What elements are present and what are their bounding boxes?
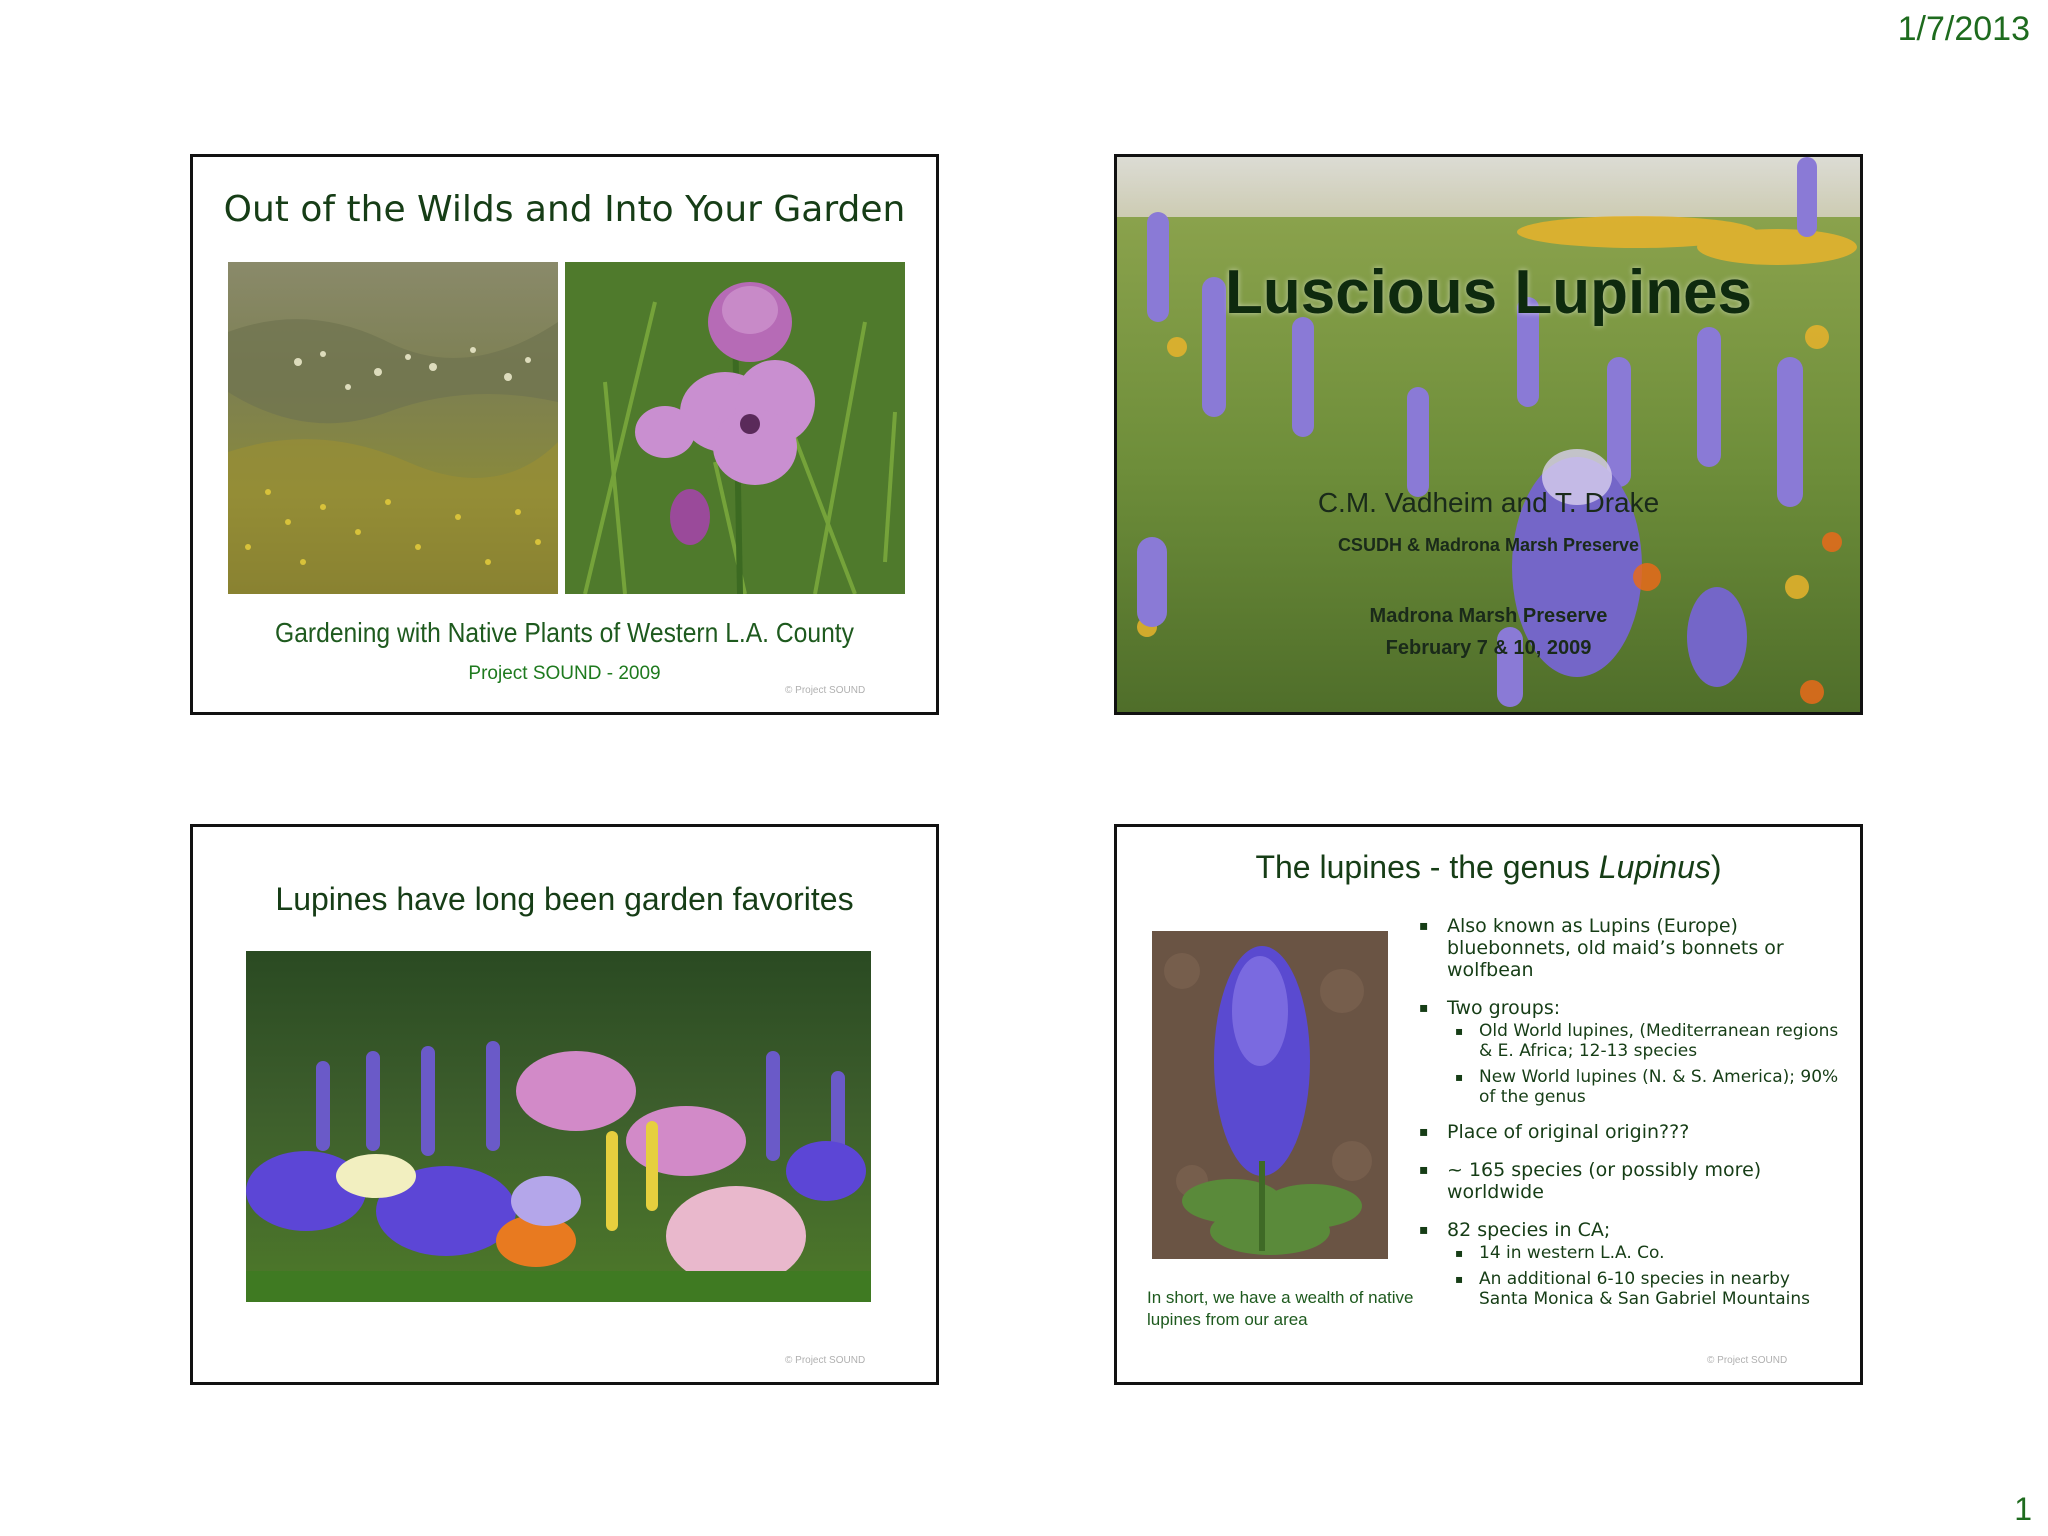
bullet-text: ▪ Two groups: (1447, 997, 1561, 1019)
bullet-item: ▪ ~ 165 species (or possibly more) worldwide (1419, 1159, 1839, 1203)
sub-bullet-item: ▪ An additional 6-10 species in nearby Santa Monica & San Gabriel Mountains (1419, 1269, 1839, 1309)
lupine-garden-photo (246, 951, 871, 1302)
sub-bullet-list (1419, 1021, 1839, 1107)
slide-4-copyright: © Project SOUND (1707, 1355, 1788, 1366)
slide-4 (1114, 824, 1863, 1385)
slide-4-bullet-list (1419, 915, 1839, 1309)
native-garden-photo (228, 262, 558, 594)
slide-1-copyright: © Project SOUND (785, 685, 866, 696)
slide-3 (190, 824, 939, 1385)
slide-2-venue-block (1117, 600, 1860, 664)
slide-2-authors: C.M. Vadheim and T. Drake (1317, 487, 1660, 518)
slide-3-title: Lupines have long been garden favorites (275, 881, 854, 917)
sub-bullet-item: ▪ 14 in western L.A. Co. (1419, 1243, 1839, 1263)
sub-bullet-list (1419, 1243, 1839, 1309)
sub-bullet-item: ▪ Old World lupines, (Mediterranean regions & E. Africa; 12-13 species (1419, 1021, 1839, 1061)
slide-2 (1114, 154, 1863, 715)
bullet-item: ▪ Place of original origin??? (1419, 1121, 1839, 1143)
slide-2-affiliation: CSUDH & Madrona Marsh Preserve (1337, 535, 1640, 555)
slide-1-subtitle: Gardening with Native Plants of Western L.A. County (275, 617, 854, 648)
slide-4-title: The lupines - the genus Lupinus) (1255, 849, 1722, 885)
lupine-plant-photo (1152, 931, 1388, 1259)
slide-1 (190, 154, 939, 715)
slide-2-dates: February 7 & 10, 2009 (1385, 637, 1592, 659)
bullet-item (1419, 997, 1839, 1019)
slide-3-copyright: © Project SOUND (785, 1355, 866, 1366)
sub-bullet-item: ▪ New World lupines (N. & S. America); 90% of the genus (1419, 1067, 1839, 1107)
slide-2-venue: Madrona Marsh Preserve (1369, 605, 1608, 627)
slide-4-caption: In short, we have a wealth of native lupines from our area (1147, 1288, 1414, 1329)
slide-2-title: Luscious Lupines (1224, 258, 1753, 327)
page-number: 1 (2014, 1491, 2032, 1527)
slide-1-title: Out of the Wilds and Into Your Garden (223, 189, 906, 230)
slide-1-project: Project SOUND - 2009 (468, 663, 661, 684)
bullet-item: ▪ 82 species in CA; (1419, 1219, 1839, 1241)
bullet-item: ▪ Also known as Lupins (Europe) bluebonnets, old maid’s bonnets or wolfbean (1419, 915, 1839, 981)
clarkia-flower-photo (565, 262, 905, 594)
page-date: 1/7/2013 (1897, 10, 2030, 48)
